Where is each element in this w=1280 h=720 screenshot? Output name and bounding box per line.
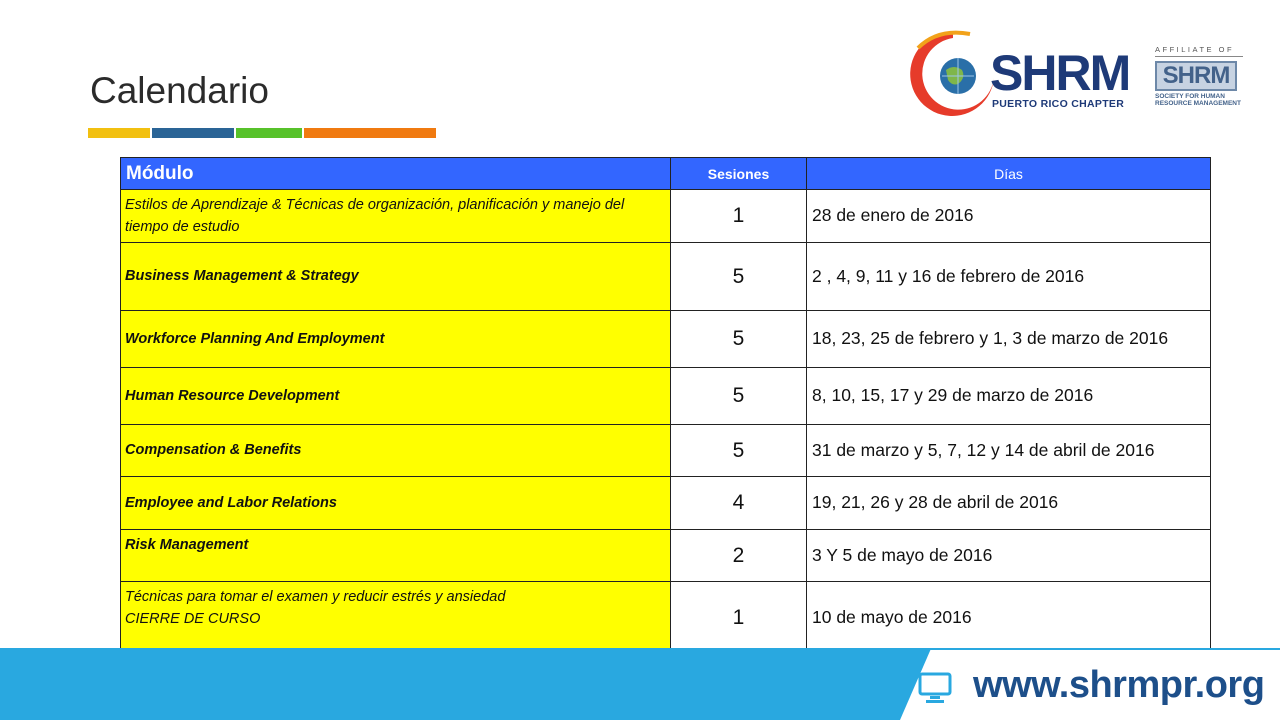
table-row <box>121 243 1211 311</box>
page-title: Calendario <box>90 70 269 111</box>
affiliate-label: AFFILIATE OF <box>1155 45 1235 54</box>
sessions-cell: 5 <box>671 368 807 425</box>
accent-segment-orange <box>304 128 436 138</box>
module-cell: Estilos de Aprendizaje & Técnicas de organización, planificación y manejo del tiempo de estudio <box>121 190 671 243</box>
shrm-pr-logo <box>908 28 1130 118</box>
days-cell: 31 de marzo y 5, 7, 12 y 14 de abril de 2016 <box>807 425 1211 477</box>
days-cell: 28 de enero de 2016 <box>807 190 1211 243</box>
globe-icon <box>908 28 998 118</box>
days-cell: 2 , 4, 9, 11 y 16 de febrero de 2016 <box>807 243 1211 311</box>
accent-segment-blue <box>152 128 234 138</box>
sessions-cell: 4 <box>671 477 807 530</box>
accent-segment-green <box>236 128 302 138</box>
table-header-row <box>121 158 1211 190</box>
affiliate-logo <box>1155 45 1247 115</box>
affiliate-wordmark: SHRM <box>1155 61 1237 91</box>
module-cell: Compensation & Benefits <box>121 425 671 477</box>
table-row <box>121 190 1211 243</box>
footer-accent-triangle <box>966 652 996 664</box>
module-cell-line: CIERRE DE CURSO <box>125 611 261 628</box>
module-cell-line: Técnicas para tomar el examen y reducir estrés y ansiedad <box>125 589 506 605</box>
header-module: Módulo <box>121 158 671 190</box>
module-cell: Employee and Labor Relations <box>121 477 671 530</box>
table-row <box>121 530 1211 582</box>
module-cell: Human Resource Development <box>121 368 671 425</box>
schedule-table <box>120 157 1210 654</box>
sessions-cell: 1 <box>671 582 807 654</box>
accent-bar <box>88 128 438 138</box>
table-row <box>121 311 1211 368</box>
days-cell: 19, 21, 26 y 28 de abril de 2016 <box>807 477 1211 530</box>
accent-segment-yellow <box>88 128 150 138</box>
module-cell: Workforce Planning And Employment <box>121 311 671 368</box>
days-cell: 8, 10, 15, 17 y 29 de marzo de 2016 <box>807 368 1211 425</box>
header-days: Días <box>807 158 1211 190</box>
module-cell <box>121 582 671 654</box>
days-cell: 10 de mayo de 2016 <box>807 582 1211 654</box>
sessions-cell: 5 <box>671 243 807 311</box>
sessions-cell: 5 <box>671 425 807 477</box>
table-row <box>121 582 1211 654</box>
logo-wordmark: SHRM <box>990 45 1130 101</box>
monitor-icon <box>918 672 952 704</box>
module-cell: Risk Management <box>121 530 671 582</box>
sessions-cell: 5 <box>671 311 807 368</box>
module-cell: Business Management & Strategy <box>121 243 671 311</box>
table-row <box>121 368 1211 425</box>
days-cell: 18, 23, 25 de febrero y 1, 3 de marzo de 2016 <box>807 311 1211 368</box>
affiliate-divider <box>1155 56 1243 57</box>
sessions-cell: 1 <box>671 190 807 243</box>
website-url[interactable]: www.shrmpr.org <box>973 664 1265 706</box>
sessions-cell: 2 <box>671 530 807 582</box>
table-row <box>121 425 1211 477</box>
affiliate-subtitle: SOCIETY FOR HUMAN RESOURCE MANAGEMENT <box>1155 93 1241 108</box>
table-row <box>121 477 1211 530</box>
header-sessions: Sesiones <box>671 158 807 190</box>
logo-subtitle: PUERTO RICO CHAPTER <box>992 98 1125 110</box>
days-cell: 3 Y 5 de mayo de 2016 <box>807 530 1211 582</box>
